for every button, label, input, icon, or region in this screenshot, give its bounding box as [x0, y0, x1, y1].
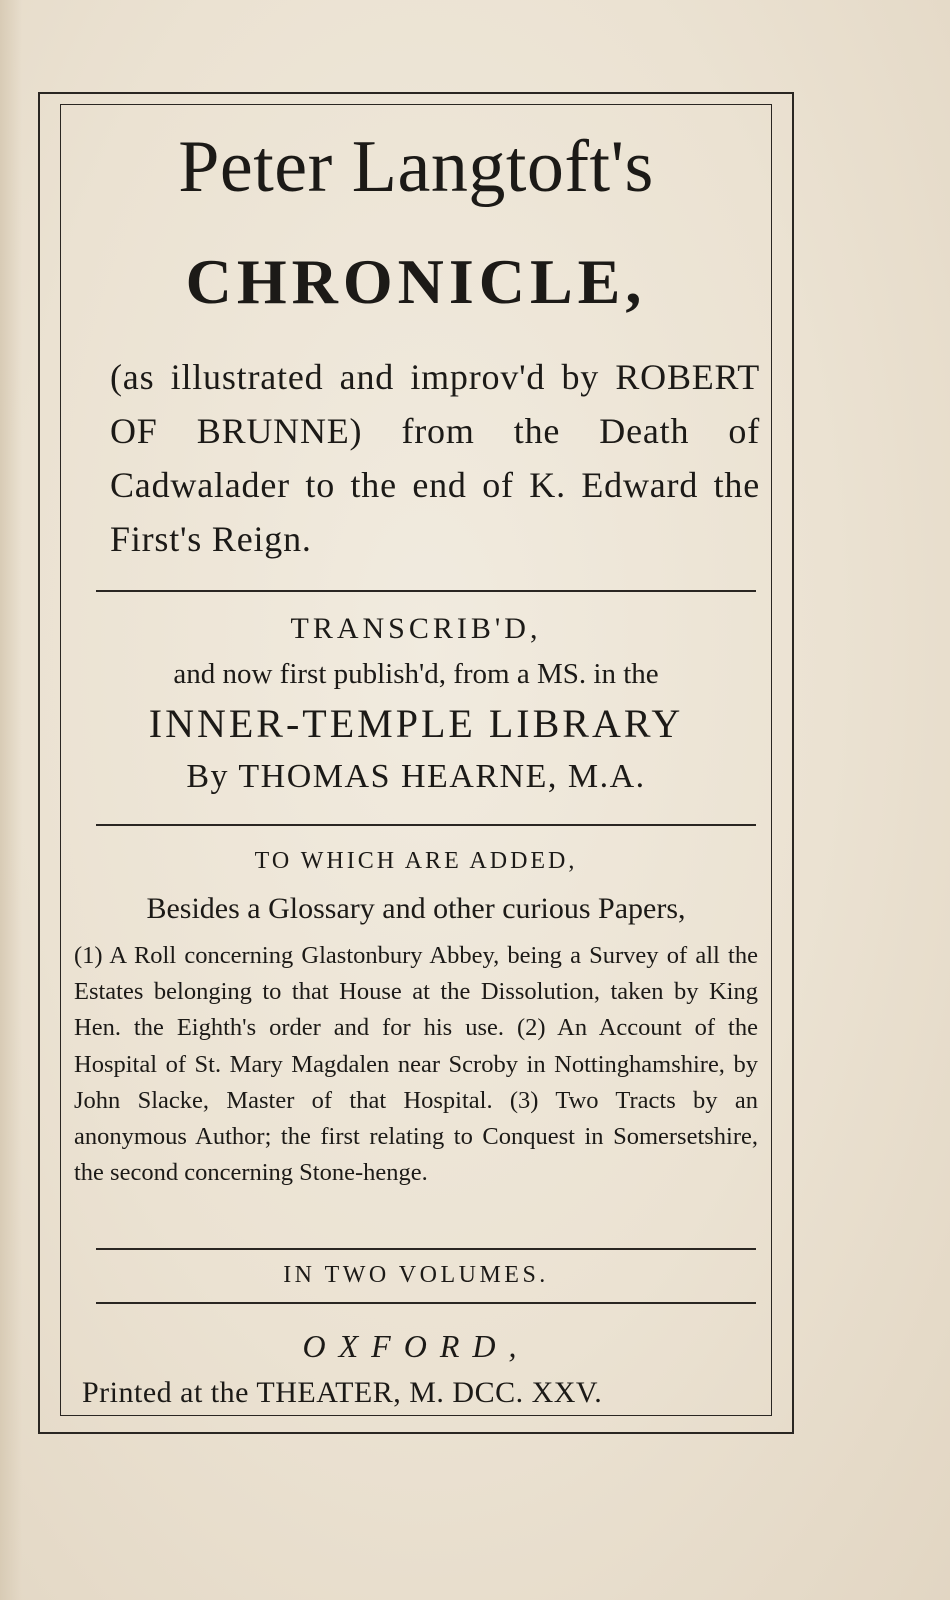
divider-rule — [96, 1302, 756, 1304]
divider-rule — [96, 1248, 756, 1250]
transcribed-heading: TRANSCRIB'D, — [290, 612, 542, 645]
added-heading: TO WHICH ARE ADDED, — [254, 848, 578, 874]
contents-paragraph: (1) A Roll concerning Glastonbury Abbey, being a Survey of all the Estates belonging to that House at the Dissolution, taken by King Hen. the Eighth's order and for his use. (2) An Account of the Hospital of St. Mary Magdalen near Scroby in Nottinghamshire, by John Slacke, Master of that Hospital. (3) Two Tracts by an anonymous Author; the first relating to Conquest in Somersetshire, the second concerning Stone-henge. — [74, 942, 758, 1187]
divider-rule — [96, 824, 756, 826]
book-title: Peter Langtoft's — [178, 126, 654, 208]
place-of-publication: OXFORD, — [302, 1328, 530, 1364]
description-paragraph: (as illustrated and improv'd by ROBERT OF BRUNNE) from the Death of Cadwalader to the end of K. Edward the First's Reign. — [110, 357, 760, 559]
book-subtitle: CHRONICLE, — [185, 246, 647, 317]
page-edge-shadow — [0, 0, 22, 1600]
library-name: INNER-TEMPLE LIBRARY — [148, 701, 684, 746]
published-line: and now first publish'd, from a MS. in the — [173, 658, 659, 690]
volumes-line: IN TWO VOLUMES. — [283, 1262, 549, 1288]
author-byline: By THOMAS HEARNE, M.A. — [186, 758, 646, 795]
besides-line: Besides a Glossary and other curious Papers, — [146, 892, 686, 925]
imprint-line: Printed at the THEATER, M. DCC. XXV. — [82, 1376, 603, 1409]
divider-rule — [96, 590, 756, 592]
